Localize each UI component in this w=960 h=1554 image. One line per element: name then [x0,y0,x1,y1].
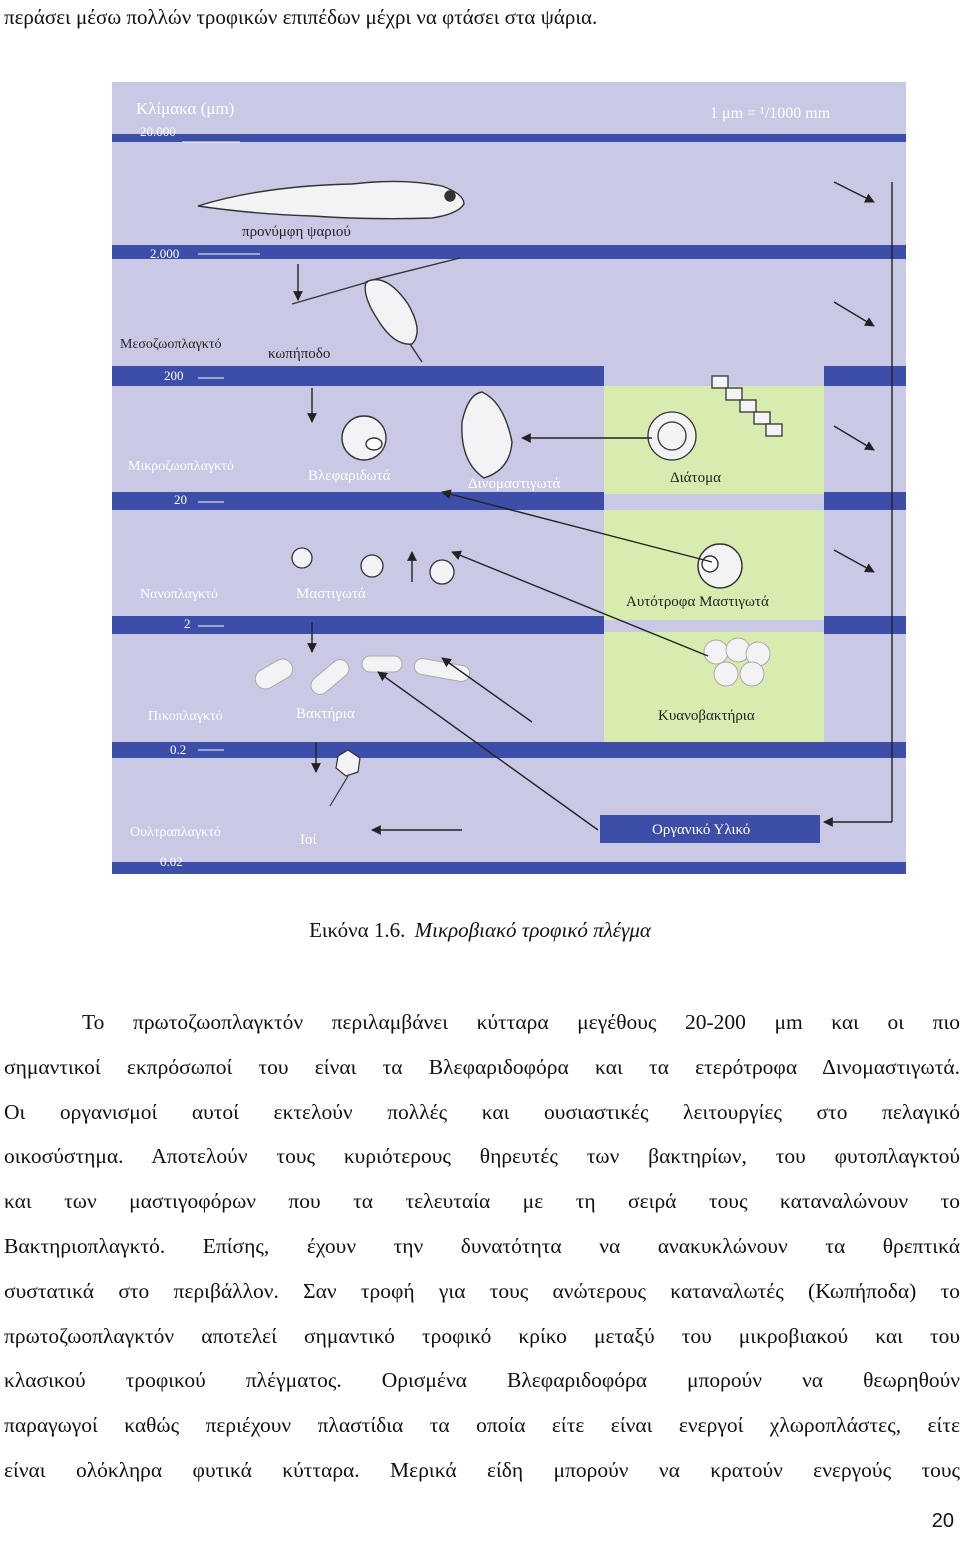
band-0.2 [112,742,906,758]
label-cyanobacteria: Κυανοβακτήρια [658,708,755,724]
scale-label: Κλίμακα (μm) [136,99,235,118]
band-200 [112,366,604,386]
caption-number: Εικόνα 1.6. [309,918,406,942]
unit-note: 1 μm = ¹/1000 mm [710,105,831,122]
paragraph-line: οικοσύστημα. Αποτελούν τους κυριότερους θηρευτές των βακτηρίων, του φυτοπλαγκτού [4,1144,960,1169]
paragraph-line: κλασικού τροφικού πλέγματος. Ορισμένα Βλεφαριδοφόρα μπορούν να θεωρηθούν [4,1368,960,1393]
autotrophic-flagellate-drawing [698,544,742,588]
microbial-food-web-figure [112,82,906,874]
label-bacteria: Βακτήρια [296,706,355,722]
label-dinoflagellates: Δινομαστιγωτά [468,476,561,492]
paragraph-line: είναι ολόκληρα φυτικά κύτταρα. Μερικά είδη μπορούν να κρατούν ενεργούς τους [4,1457,960,1482]
paragraph-line: και των μαστιγοφόρων που τα τελευταία με τη σειρά τους καταναλώνουν το [4,1189,960,1214]
band-0.02 [112,862,906,874]
band-value-20: 20 [174,492,187,507]
band-value-2000: 2.000 [150,246,180,261]
size-class-nano: Νανοπλαγκτό [140,587,218,602]
band-value-20000: 20.000 [140,124,176,139]
body-paragraph [4,1000,960,1493]
label-organic-matter: Οργανικό Υλικό [652,822,751,838]
page-number: 20 [931,1510,954,1532]
band-value-200: 200 [164,368,184,383]
ciliate-drawing [342,416,386,460]
paragraph-line: πρωτοζωοπλαγκτόν αποτελεί σημαντικό τροφικό κρίκο μεταξύ του μικροβιακού και του [4,1323,960,1348]
top-text-line: περάσει μέσω πολλών τροφικών επιπέδων μέχρι να φτάσει στα ψάρια. [4,5,598,29]
label-flagellates: Μαστιγωτά [296,586,366,602]
paragraph-line: παραγωγοί καθώς περιέχουν πλαστίδια τα οποία είτε είναι ενεργοί χλωροπλάστες, είτε [4,1413,960,1438]
label-ciliates: Βλεφαριδωτά [308,468,391,484]
label-autotrophic-flagellates: Αυτότροφα Μαστιγωτά [626,594,769,610]
band-2000 [112,245,906,259]
band-value-0.2: 0.2 [170,742,187,757]
figure-caption [0,918,960,943]
size-class-ultra: Ουλτραπλαγκτό [130,825,221,840]
paragraph-line: Οι οργανισμοί αυτοί εκτελούν πολλές και ουσιαστικές λειτουργίες στο πελαγικό [4,1099,960,1124]
paragraph-line: Βακτηριοπλαγκτό. Επίσης, έχουν την δυνατότητα να ανακυκλώνουν τα θρεπτικά [4,1233,960,1258]
size-class-micro: Μικροζωοπλαγκτό [128,459,234,474]
paragraph-line: σημαντικοί εκπρόσωποί του είναι τα Βλεφαριδοφόρα και τα ετερότροφα Δινομαστιγωτά. [4,1054,960,1079]
size-class-meso: Μεσοζωοπλαγκτό [120,337,222,352]
size-class-pico: Πικοπλαγκτό [148,709,223,724]
caption-title: Μικροβιακό τροφικό πλέγμα [414,918,651,942]
label-diatoms: Διάτομα [670,470,721,486]
band-20000 [112,134,906,142]
paragraph-line: συστατικά στο περιβάλλον. Σαν τροφή για τους ανώτερους καταναλωτές (Κωπήποδα) το [4,1278,960,1303]
label-fish-larva: προνύμφη ψαριού [242,224,351,240]
band-value-0.02: 0.02 [160,854,183,869]
label-copepod: κωπήποδο [268,346,331,362]
label-viruses: Ιοί [300,832,317,848]
band-value-2: 2 [184,616,191,631]
paragraph-line: Το πρωτοζωοπλαγκτόν περιλαμβάνει κύτταρα μεγέθους 20-200 μm και οι πιο [82,1010,960,1034]
